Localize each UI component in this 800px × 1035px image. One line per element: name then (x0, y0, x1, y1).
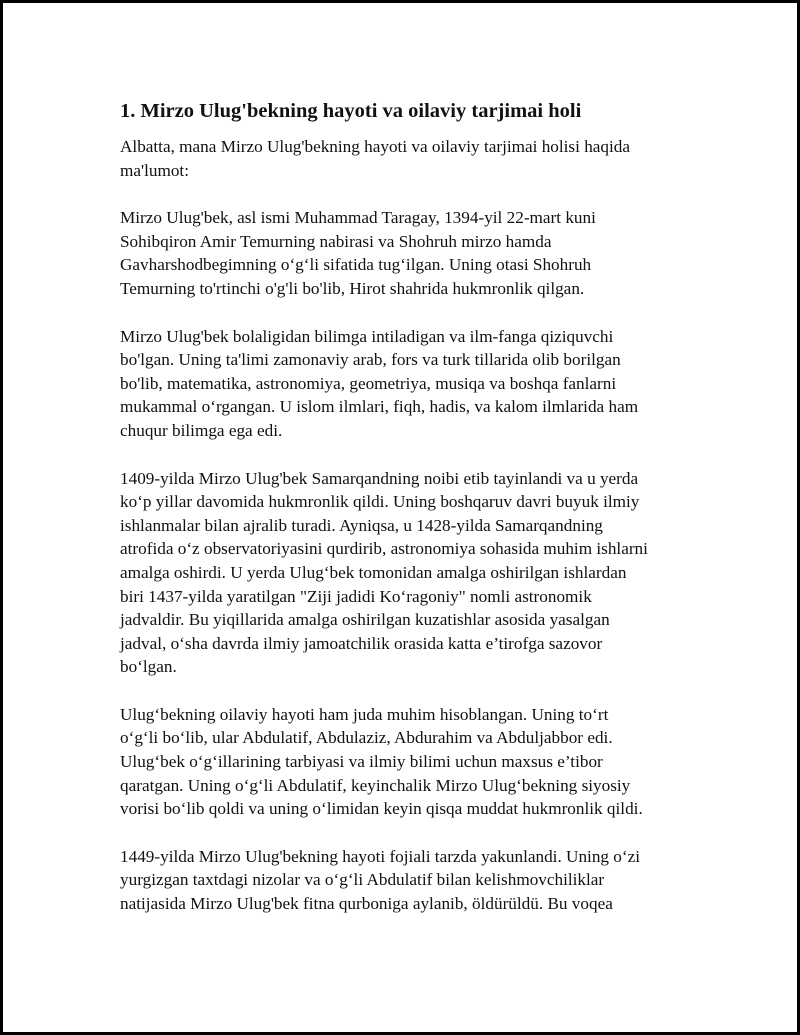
text-line: Ulug‘bek o‘g‘illarining tarbiyasi va ilmiy bilimi uchun maxsus e’tibor (120, 752, 603, 772)
text-line: Ulug‘bekning oilaviy hayoti ham juda muhim hisoblangan. Uning to‘rt (120, 704, 609, 724)
text-line: natijasida Mirzo Ulug'bek fitna qurboniga aylanib, öldürüldü. Bu voqea (120, 894, 613, 914)
text-line: biri 1437-yilda yaratilgan "Ziji jadidi Ko‘ragoniy" nomli astronomik (120, 586, 592, 606)
text-line: jadvaldir. Bu yiqillarida amalga oshirilgan kuzatishlar asosida yasalgan (120, 610, 610, 630)
paragraph-reign (120, 467, 700, 679)
text-line: Gavharshodbegimning o‘g‘li sifatida tug‘ilgan. Uning otasi Shohruh (120, 255, 592, 275)
text-line: Mirzo Ulug'bek, asl ismi Muhammad Taragay, 1394-yil 22-mart kuni (120, 208, 596, 228)
text-line: bo‘lgan. (120, 657, 177, 677)
text-line: jadval, o‘sha davrda ilmiy jamoatchilik orasida katta e’tirofga sazovor (120, 633, 603, 653)
paragraph-education (120, 325, 700, 443)
text-line: Albatta, mana Mirzo Ulug'bekning hayoti va oilaviy tarjimai holisi haqida (120, 137, 631, 156)
text-line: Mirzo Ulug'bek bolaligidan bilimga intiladigan va ilm-fanga qiziquvchi (120, 326, 614, 346)
text-line: bo'lgan. Uning ta'limi zamonaviy arab, fors va turk tillarida olib borilgan (120, 350, 621, 370)
paragraph-intro (120, 135, 700, 182)
text-line: o‘g‘li bo‘lib, ular Abdulatif, Abdulaziz, Abdurahim va Abduljabbor edi. (120, 728, 613, 748)
text-line: 1409-yilda Mirzo Ulug'bek Samarqandning noibi etib tayinlandi va u yerda (120, 468, 639, 488)
paragraph-family (120, 703, 700, 821)
text-line: ma'lumot: (120, 160, 189, 180)
paragraph-birth (120, 206, 700, 300)
text-line: vorisi bo‘lib qoldi va uning o‘limidan keyin qisqa muddat hukmronlik qildi. (120, 799, 643, 819)
text-line: Temurning to'rtinchi o'g'li bo'lib, Hirot shahrida hukmronlik qilgan. (120, 278, 585, 298)
section-heading: 1. Mirzo Ulug'bekning hayoti va oilaviy tarjimai holi (120, 100, 582, 122)
paragraph-death (120, 845, 700, 916)
text-line: 1449-yilda Mirzo Ulug'bekning hayoti fojiali tarzda yakunlandi. Uning o‘zi (120, 846, 641, 866)
text-line: amalga oshirdi. U yerda Ulug‘bek tomonidan amalga oshirilgan ishlardan (120, 562, 627, 582)
text-line: mukammal o‘rgangan. U islom ilmlari, fiqh, hadis, va kalom ilmlarida ham (120, 397, 639, 417)
text-line: yurgizgan taxtdagi nizolar va o‘g‘li Abdulatif bilan kelishmovchiliklar (120, 870, 605, 890)
text-line: chuqur bilimga ega edi. (120, 420, 283, 440)
text-line: ishlanmalar bilan ajralib turadi. Ayniqsa, u 1428-yilda Samarqandning (120, 515, 603, 535)
text-line: qaratgan. Uning o‘g‘li Abdulatif, keyinchalik Mirzo Ulug‘bekning siyosiy (120, 775, 631, 795)
text-line: Sohibqiron Amir Temurning nabirasi va Shohruh mirzo hamda (120, 231, 552, 251)
document-body (120, 97, 700, 940)
text-line: atrofida o‘z observatoriyasini qurdirib, astronomiya sohasida muhim ishlarni (120, 539, 648, 559)
text-line: bo'lib, matematika, astronomiya, geometriya, musiqa va boshqa fanlarni (120, 373, 617, 393)
text-line: ko‘p yillar davomida hukmronlik qildi. Uning boshqaruv davri buyuk ilmiy (120, 492, 640, 512)
